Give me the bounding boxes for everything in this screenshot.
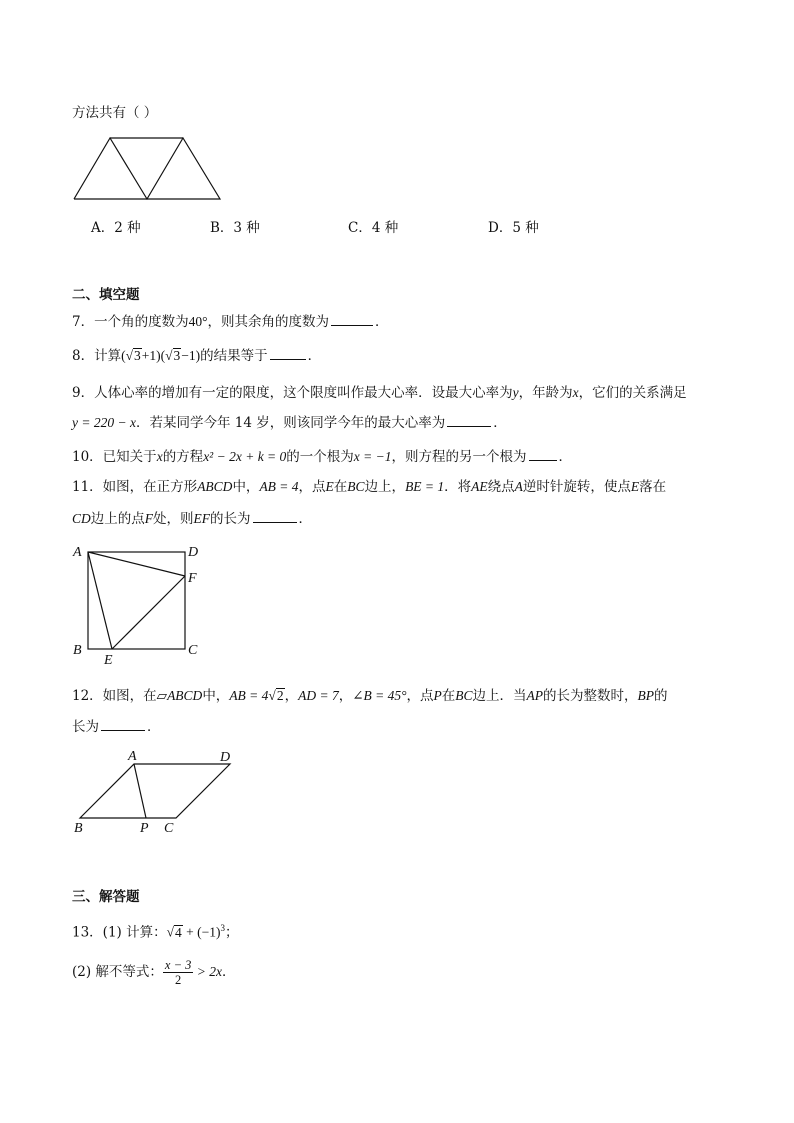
q12-text-line2: 长为 ． <box>72 716 161 737</box>
q7-answer-blank[interactable] <box>331 311 373 326</box>
section-solve-title: 三、解答题 <box>72 889 140 905</box>
q12-label-d: D <box>220 750 231 765</box>
q11-label-b: B <box>73 643 82 658</box>
q6-option-a[interactable]: A．2 种 <box>91 220 141 236</box>
q11-square-figure <box>70 540 210 670</box>
q13-fraction: $\frac{x - 3}{2}$ <box>164 958 192 987</box>
section-fill-in-title: 二、填空题 <box>72 287 140 303</box>
q6-triangles-figure <box>72 136 222 202</box>
q11-label-d: D <box>188 545 199 560</box>
q12-text-line1: 12．如图，在▱ABCD中，AB = 4√2，AD = 7，∠B = 45°，点P在BC边上．当AP的长为整数时，BP的 <box>72 688 668 704</box>
q12-label-b: B <box>74 821 83 836</box>
q10-text: 10．已知关于x的方程x² − 2x + k = 0的一个根为x = −1，则方程的另一个根为 ． <box>72 446 572 467</box>
q11-answer-blank[interactable] <box>253 508 297 523</box>
q12-label-c: C <box>164 821 174 836</box>
q7-text: 7．一个角的度数为40°，则其余角的度数为 ． <box>72 311 389 332</box>
q8-text: 8．计算(√3+1)(√3−1)的结果等于 ． <box>72 345 321 366</box>
q9-text-line2: y = 220 − x．若某同学今年 14 岁，则该同学今年的最大心率为 ． <box>72 412 507 433</box>
q6-tail-text: 方法共有（ ） <box>72 105 158 121</box>
q9-answer-blank[interactable] <box>447 412 491 427</box>
q11-label-c: C <box>188 643 198 658</box>
q8-expression: (√3+1)(√3−1) <box>121 348 201 363</box>
q12-label-p: P <box>140 821 149 836</box>
q9-text-line1: 9．人体心率的增加有一定的限度，这个限度叫作最大心率．设最大心率为y，年龄为x，它们的关系满足 <box>72 385 687 401</box>
q11-label-a: A <box>73 545 82 560</box>
q11-label-f: F <box>188 571 197 586</box>
q8-answer-blank[interactable] <box>270 345 306 360</box>
q13-part2: (2) 解不等式： $\frac{x - 3}{2}$ > 2x． <box>72 958 236 987</box>
q12-answer-blank[interactable] <box>101 716 145 731</box>
q11-label-e: E <box>104 653 113 668</box>
q6-option-b[interactable]: B．3 种 <box>210 220 260 236</box>
q12-parallelogram-figure <box>70 748 240 838</box>
q10-answer-blank[interactable] <box>529 446 557 461</box>
q12-label-a: A <box>128 749 137 764</box>
q13-part1: 13．(1) 计算：$√4 + (-1)^3$； <box>72 923 239 941</box>
q11-text-line2: CD边上的点F处，则EF的长为 ． <box>72 508 312 529</box>
q11-text-line1: 11．如图，在正方形ABCD中，AB = 4，点E在BC边上，BE = 1．将AE绕点A逆时针旋转，使点E落在 <box>72 479 667 495</box>
q6-option-d[interactable]: D．5 种 <box>488 220 539 236</box>
q6-option-c[interactable]: C．4 种 <box>348 220 399 236</box>
